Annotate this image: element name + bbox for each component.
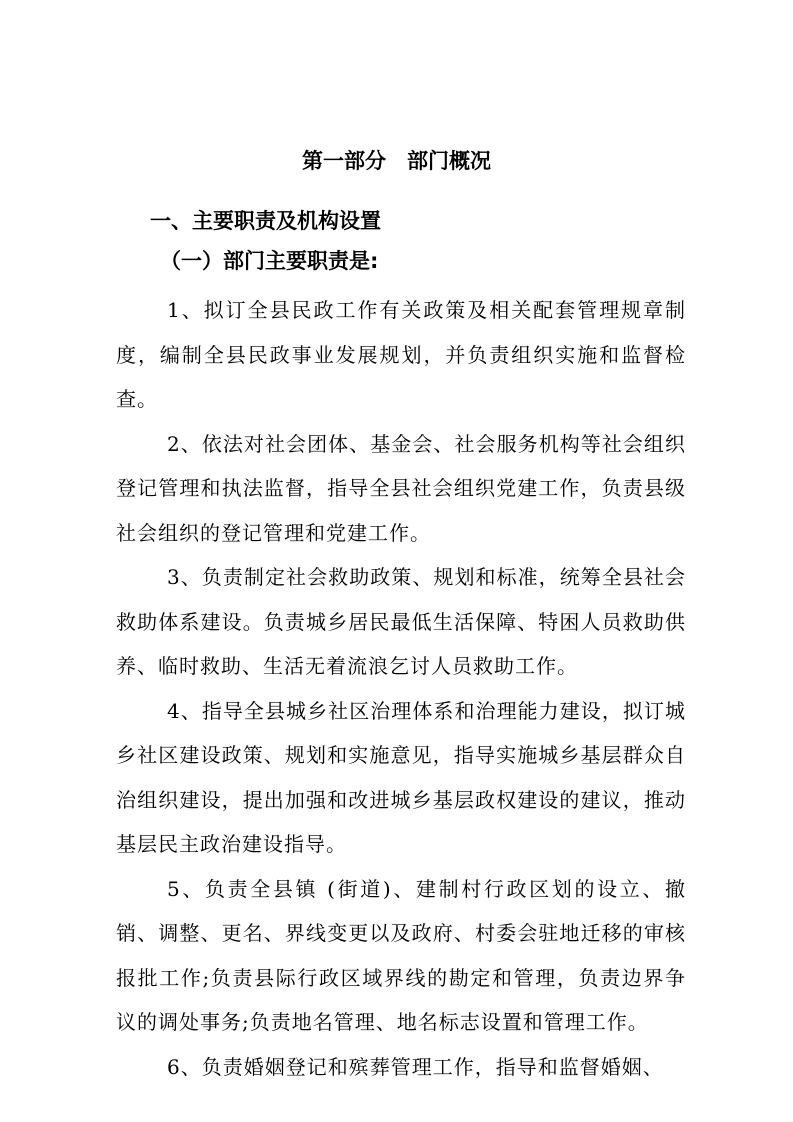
paragraph-1: 1、拟订全县民政工作有关政策及相关配套管理规章制度，编制全县民政事业发展规划，并负责组织实施和监督检查。 xyxy=(116,298,686,411)
body-text xyxy=(116,288,686,1089)
subsection-heading: （一）部门主要职责是: xyxy=(160,249,379,273)
section-heading: 一、主要职责及机构设置 xyxy=(150,209,381,233)
paragraph-6: 6、负责婚姻登记和殡葬管理工作，指导和监督婚姻、 xyxy=(167,1054,664,1079)
paragraph-5: 5、负责全县镇 (街道)、建制村行政区划的设立、撤销、调整、更名、界线变更以及政府、村委会驻地迁移的审核报批工作;负责县际行政区域界线的勘定和管理，负责边界争议的调处事务;负责地名管理、地名标志设置和管理工作。 xyxy=(116,876,686,1034)
page-title: 第一部分 部门概况 xyxy=(302,149,491,173)
paragraph-2: 2、依法对社会团体、基金会、社会服务机构等社会组织登记管理和执法监督，指导全县社会组织党建工作，负责县级社会组织的登记管理和党建工作。 xyxy=(116,431,686,545)
paragraph-3: 3、负责制定社会救助政策、规划和标准，统筹全县社会救助体系建设。负责城乡居民最低生活保障、特困人员救助供养、临时救助、生活无着流浪乞讨人员救助工作。 xyxy=(116,565,686,678)
paragraph-4: 4、指导全县城乡社区治理体系和治理能力建设，拟订城乡社区建设政策、规划和实施意见，指导实施城乡基层群众自治组织建设，提出加强和改进城乡基层政权建设的建议，推动基层民主政治建设指导。 xyxy=(116,698,686,856)
